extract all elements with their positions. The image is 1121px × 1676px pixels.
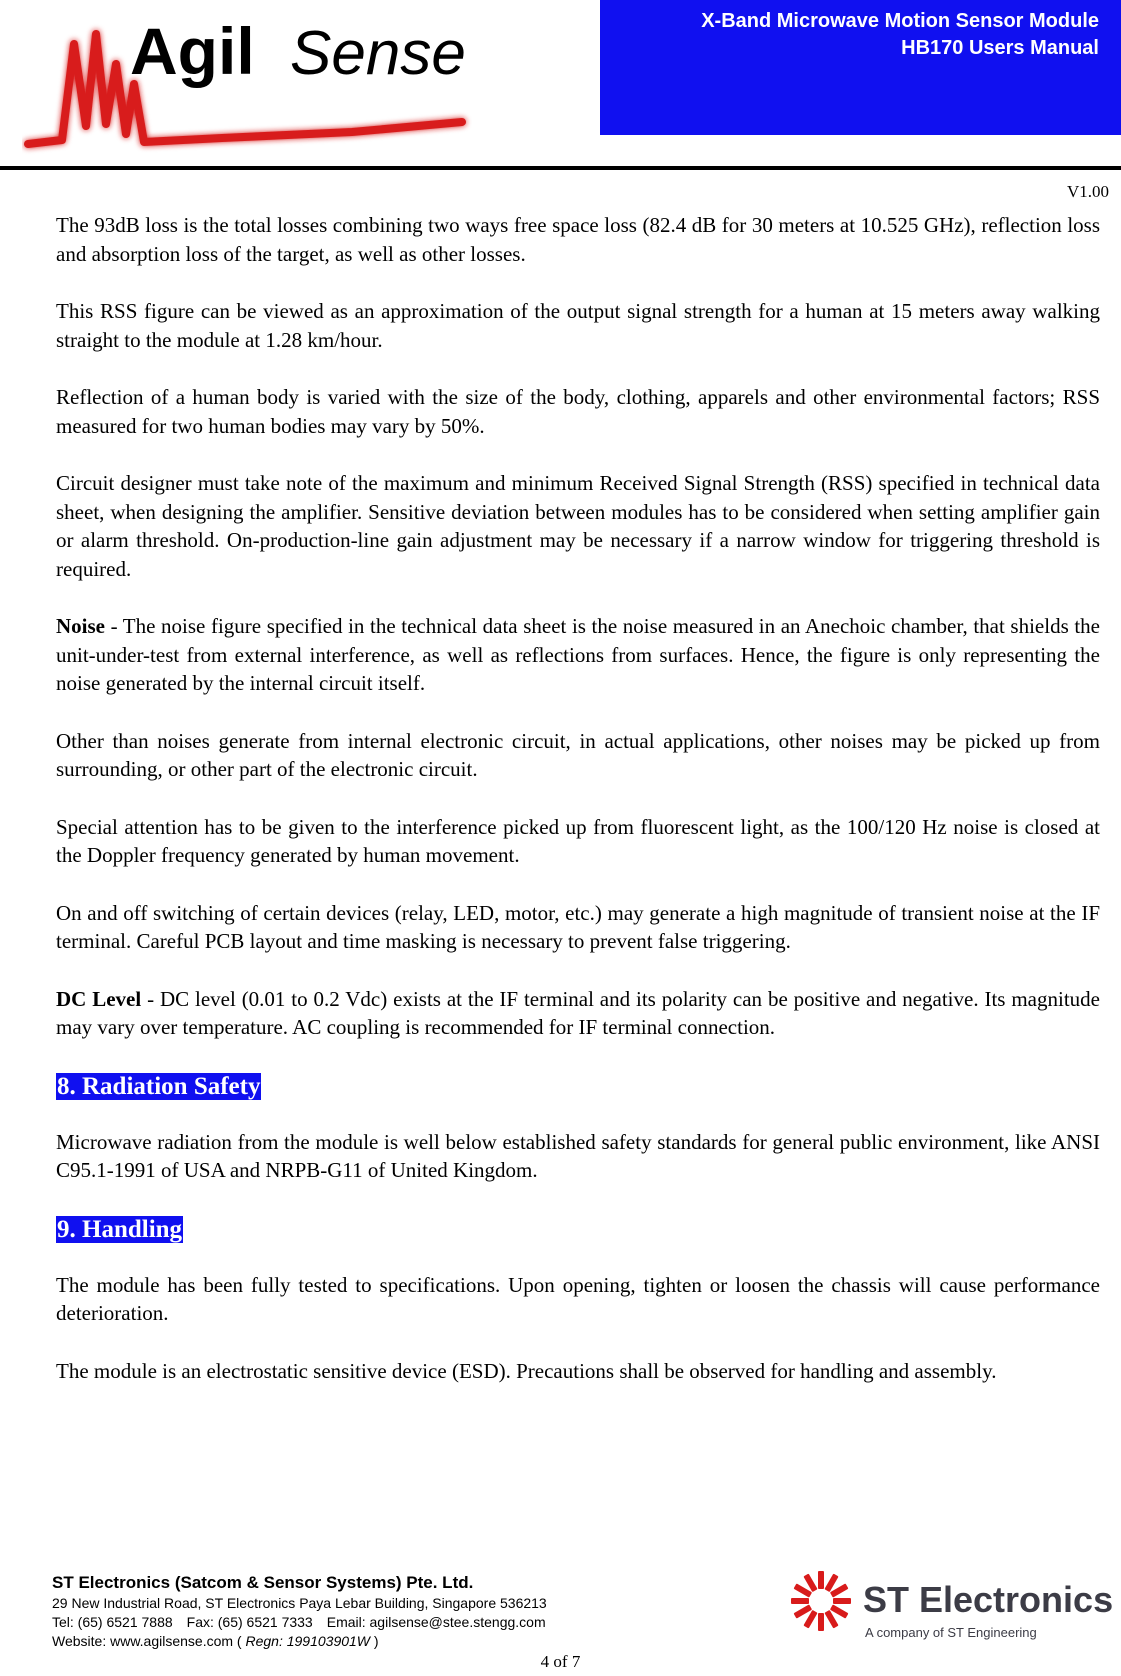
paragraph-fluorescent: Special attention has to be given to the interference picked up from fluorescent light, as the 100/120 Hz noise is closed at the Doppler frequency generated by human movement. bbox=[56, 814, 1100, 867]
starburst-icon bbox=[791, 1571, 851, 1631]
footer-company: ST Electronics (Satcom & Sensor Systems) Pte. Ltd. bbox=[52, 1573, 474, 1592]
paragraph-other-noises: Other than noises generate from internal electronic circuit, in actual applications, other noises may be picked up from surrounding, or other part of the electronic circuit. bbox=[56, 728, 1100, 781]
paragraph-esd: The module is an electrostatic sensitive device (ESD). Precautions shall be observed for handling and assembly. bbox=[56, 1358, 997, 1383]
footer-tel: Tel: (65) 6521 7888 bbox=[52, 1614, 173, 1630]
paragraph-radiation: Microwave radiation from the module is well below established safety standards for general public environment, like ANSI C95.1-1991 of USA and NRPB-G11 of United Kingdom. bbox=[56, 1129, 1100, 1182]
st-logo-tagline: A company of ST Engineering bbox=[865, 1625, 1037, 1640]
footer bbox=[52, 1572, 547, 1651]
agilsense-logo bbox=[22, 4, 472, 162]
st-electronics-logo bbox=[783, 1567, 1113, 1645]
term-dc-level: DC Level bbox=[56, 986, 142, 1011]
footer-contact bbox=[52, 1613, 547, 1632]
footer-fax: Fax: (65) 6521 7333 bbox=[186, 1614, 313, 1630]
st-logo-wordmark: ST Electronics bbox=[863, 1579, 1113, 1620]
paragraph-dc-level: DC Level - DC level (0.01 to 0.2 Vdc) exists at the IF terminal and its polarity can be positive and negative. Its magnitude may vary over temperature. AC coupling is recommended for IF terminal connection. bbox=[56, 986, 1100, 1039]
footer-email: Email: agilsense@stee.stengg.com bbox=[326, 1614, 546, 1630]
logo-wordmark-sense: Sense bbox=[290, 19, 466, 88]
paragraph-loss: The 93dB loss is the total losses combining two ways free space loss (82.4 dB for 30 meters at 10.525 GHz), reflection loss and absorption loss of the target, as well as other losses. bbox=[56, 213, 1100, 266]
footer-website: Website: www.agilsense.com ( Regn: 199103901W ) bbox=[52, 1633, 379, 1649]
document-title-banner bbox=[600, 0, 1121, 135]
version-label: V1.00 bbox=[1066, 182, 1109, 201]
logo-wordmark-agil: Agil bbox=[130, 14, 255, 88]
page-content bbox=[56, 211, 1100, 1414]
footer-address: 29 New Industrial Road, ST Electronics Paya Lebar Building, Singapore 536213 bbox=[52, 1595, 547, 1611]
paragraph-noise: Noise - The noise figure specified in the technical data sheet is the noise measured in an Anechoic chamber, that shields the unit-under-test from external interference, as well as reflections from surfaces. Hence, the figure is only representing the noise generated by the internal circuit itself. bbox=[56, 614, 1100, 695]
term-noise: Noise bbox=[56, 614, 105, 638]
paragraph-reflection: Reflection of a human body is varied with the size of the body, clothing, apparels and other environmental factors; RSS measured for two human bodies may vary by 50%. bbox=[56, 385, 1100, 438]
paragraph-switching: On and off switching of certain devices (relay, LED, motor, etc.) may generate a high magnitude of transient noise at the IF terminal. Careful PCB layout and time masking is necessary to prevent false triggering. bbox=[56, 900, 1100, 953]
document-subtitle: HB170 Users Manual bbox=[901, 37, 1099, 59]
page-number: 4 of 7 bbox=[540, 1652, 581, 1671]
heading-handling: 9. Handling bbox=[57, 1215, 183, 1243]
paragraph-rss: This RSS figure can be viewed as an approximation of the output signal strength for a human at 15 meters away walking straight to the module at 1.28 km/hour. bbox=[56, 299, 1100, 352]
paragraph-circuit-designer: Circuit designer must take note of the maximum and minimum Received Signal Strength (RSS) specified in technical data sheet, when designing the amplifier. Sensitive deviation between modules has to be considered when setting amplifier gain or alarm threshold. On-production-line gain adjustment may be necessary if a narrow window for triggering threshold is required. bbox=[56, 471, 1100, 581]
header-divider bbox=[0, 166, 1121, 170]
heading-radiation-safety: 8. Radiation Safety bbox=[57, 1072, 261, 1100]
paragraph-handling: The module has been fully tested to specifications. Upon opening, tighten or loosen the chassis will cause performance deterioration. bbox=[56, 1272, 1100, 1325]
document-title: X-Band Microwave Motion Sensor Module bbox=[701, 10, 1099, 32]
